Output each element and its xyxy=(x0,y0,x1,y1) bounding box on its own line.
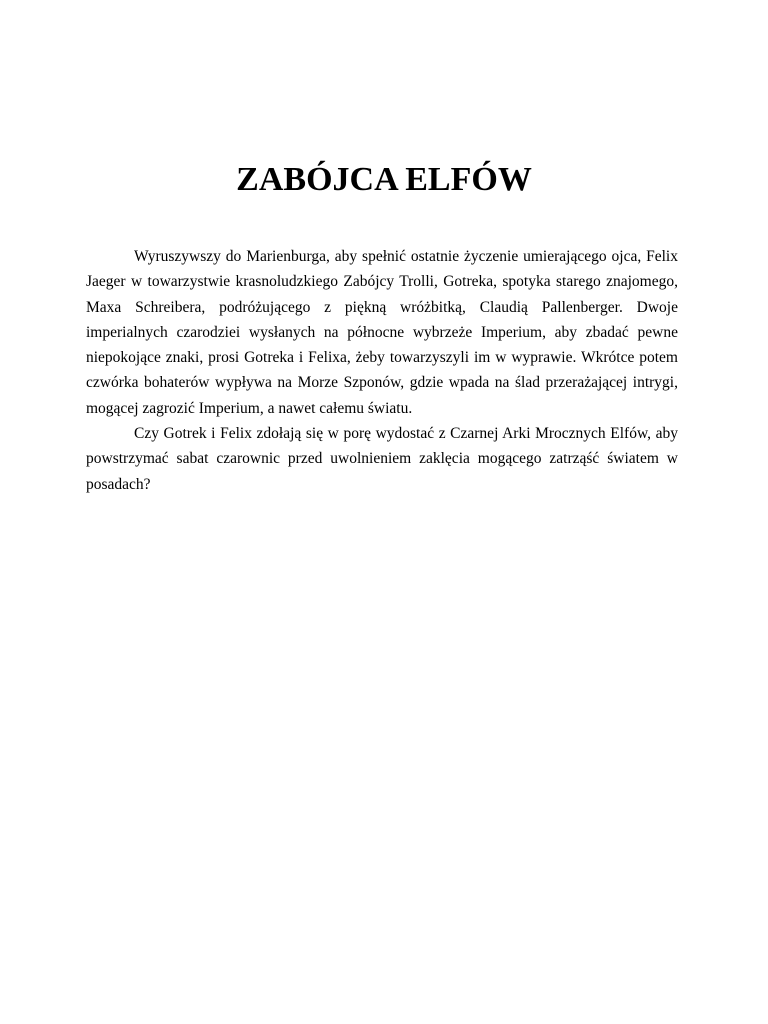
body-text xyxy=(86,244,678,497)
page-title: ZABÓJCA ELFÓW xyxy=(236,161,532,198)
paragraph-2: Czy Gotrek i Felix zdołają się w porę wydostać z Czarnej Arki Mrocznych Elfów, aby powstrzymać sabat czarownic przed uwolnieniem zaklęcia mogącego zatrząść światem w posadach? xyxy=(86,425,678,493)
paragraph-1: Wyruszywszy do Marienburga, aby spełnić ostatnie życzenie umierającego ojca, Felix Jaeger w towarzystwie krasnoludzkiego Zabójcy Trolli, Gotreka, spotyka starego znajomego, Maxa Schreibera, podróżującego z piękną wróżbitką, Claudią Pallenberger. Dwoje imperialnych czarodziei wysłanych na północne wybrzeże Imperium, aby zbadać pewne niepokojące znaki, prosi Gotreka i Felixa, żeby towarzyszyli im w wyprawie. Wkrótce potem czwórka bohaterów wypływa na Morze Szponów, gdzie wpada na ślad przerażającej intrygi, mogącej zagrozić Imperium, a nawet całemu światu. xyxy=(86,248,678,417)
